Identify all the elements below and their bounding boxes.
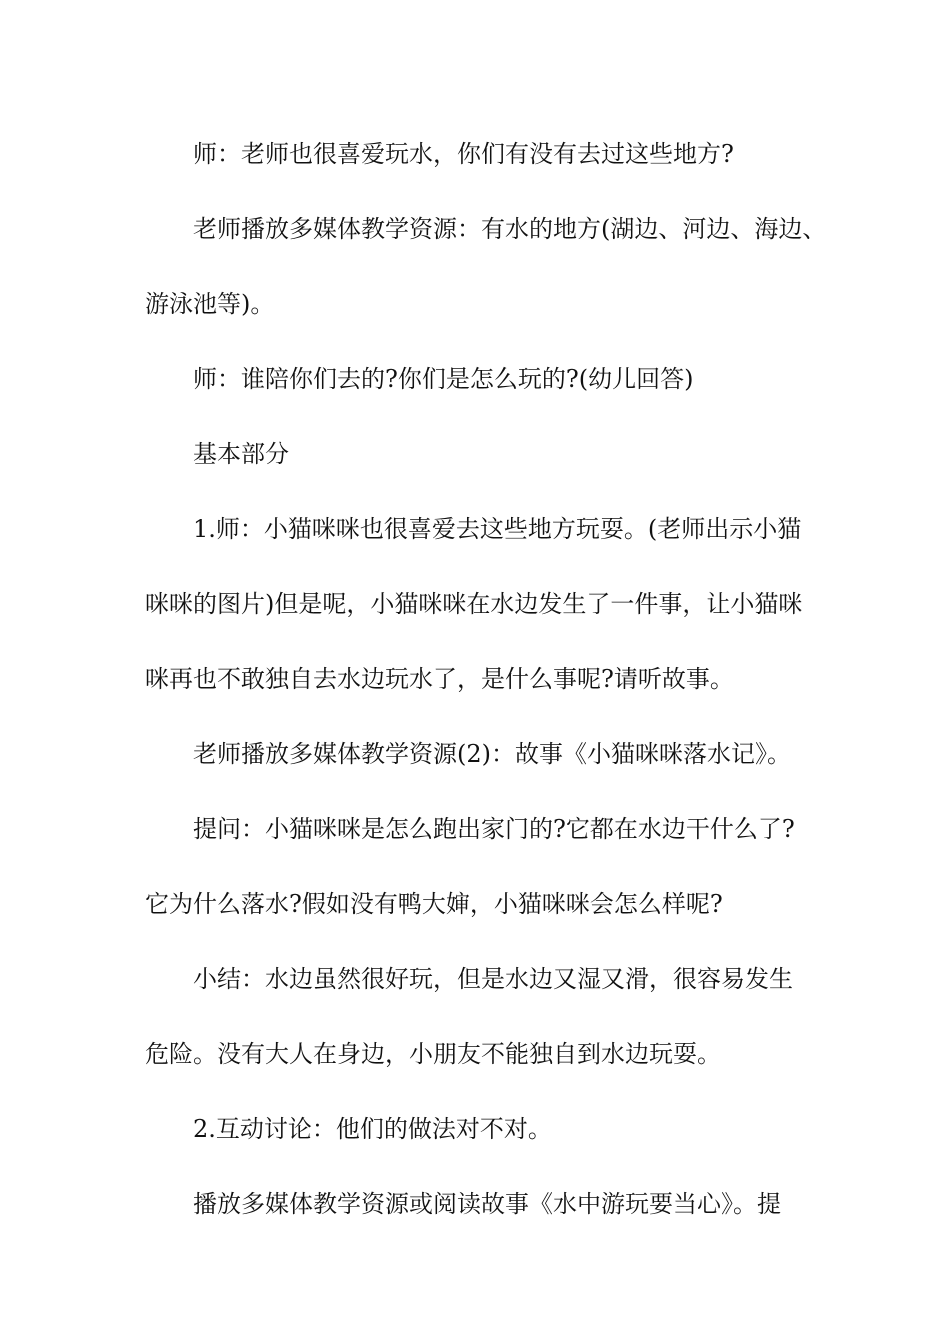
paragraph-line: 危险。没有大人在身边，小朋友不能独自到水边玩耍。: [145, 1040, 721, 1068]
paragraph-line: 1.师：小猫咪咪也很喜爱去这些地方玩耍。(老师出示小猫: [193, 515, 802, 543]
paragraph-line: 它为什么落水?假如没有鸭大婶，小猫咪咪会怎么样呢?: [145, 890, 723, 918]
paragraph-line: 咪咪的图片)但是呢，小猫咪咪在水边发生了一件事，让小猫咪: [145, 590, 803, 618]
paragraph-line: 小结：水边虽然很好玩，但是水边又湿又滑，很容易发生: [193, 965, 793, 993]
paragraph-line: 师：老师也很喜爱玩水，你们有没有去过这些地方?: [193, 140, 734, 168]
paragraph-line: 播放多媒体教学资源或阅读故事《水中游玩要当心》。提: [193, 1190, 781, 1218]
paragraph-line: 游泳池等)。: [145, 290, 275, 318]
paragraph-line: 咪再也不敢独自去水边玩水了，是什么事呢?请听故事。: [145, 665, 734, 693]
section-heading: 基本部分: [193, 440, 289, 468]
paragraph-line: 2.互动讨论：他们的做法对不对。: [193, 1115, 552, 1143]
paragraph-line: 师：谁陪你们去的?你们是怎么玩的?(幼儿回答): [193, 365, 694, 393]
paragraph-line: 老师播放多媒体教学资源：有水的地方(湖边、河边、海边、: [193, 215, 827, 243]
paragraph-line: 老师播放多媒体教学资源(2)：故事《小猫咪咪落水记》。: [193, 740, 791, 768]
paragraph-line: 提问：小猫咪咪是怎么跑出家门的?它都在水边干什么了?: [193, 815, 795, 843]
